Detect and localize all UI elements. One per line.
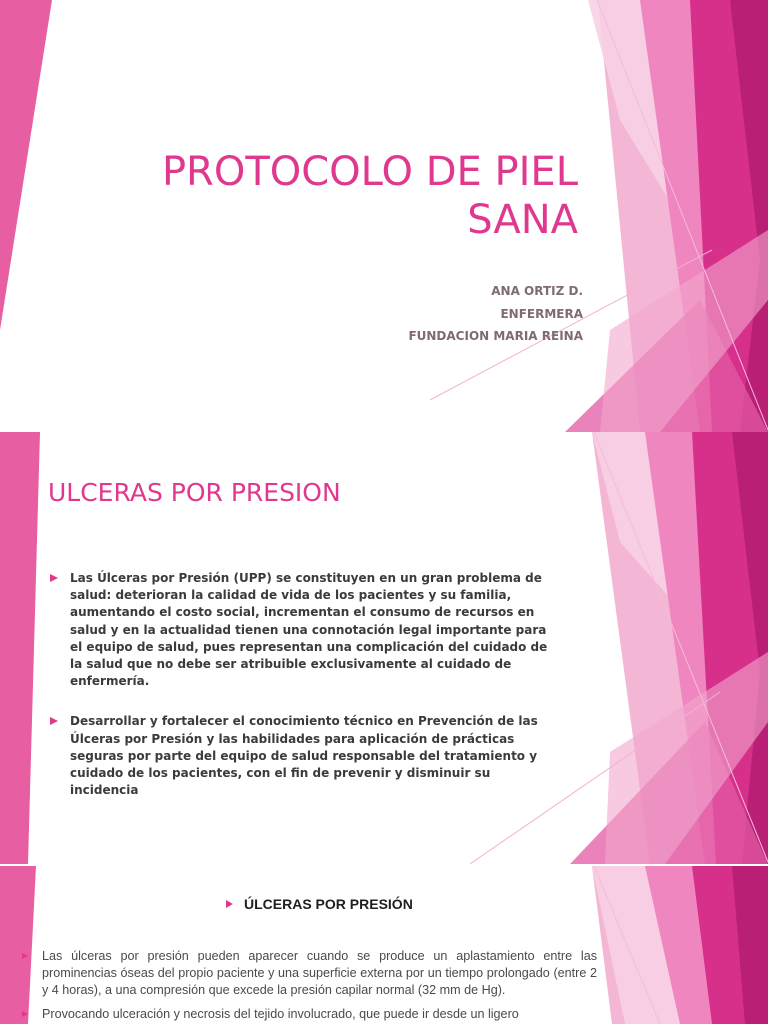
list-item-text: Las úlceras por presión pueden aparecer cuando se produce un aplastamiento entre las prominencias óseas del propio paciente y una superficie externa por un tiempo prolongado (entre 2 y 4 horas), a una compresión que excede la presión capilar normal (32 mm de Hg).	[42, 949, 597, 997]
triangle-bullet-icon	[22, 953, 28, 959]
bullet-list	[50, 570, 550, 822]
triangle-bullet-icon	[22, 1011, 28, 1017]
slide-title	[0, 0, 768, 432]
triangle-bullet-icon	[50, 717, 58, 725]
list-item	[50, 570, 550, 690]
slide-subtitle	[183, 280, 583, 348]
triangle-bullet-icon	[50, 574, 58, 582]
subtitle-line-organization: FUNDACION MARIA REINA	[408, 329, 583, 343]
list-item	[22, 948, 597, 999]
slide-ulceras-detail	[0, 866, 768, 1024]
list-item-text: Las Úlceras por Presión (UPP) se constituyen en un gran problema de salud: deterioran la calidad de vida de los pacientes y su familia, aumentando el costo social, incrementan el consumo de recursos en salud y en la actualidad tienen una connotación legal importante para el equipo de salud, pues representan una complicación del cuidado de la salud que no debe ser atribuible exclusivamente al cuidado de enfermería.	[70, 571, 548, 689]
list-item	[50, 713, 550, 799]
slide-heading: ULCERAS POR PRESION	[48, 478, 341, 507]
subtitle-line-role: ENFERMERA	[500, 306, 583, 321]
slide-ulceras	[0, 432, 768, 864]
slide-heading-row	[226, 896, 413, 912]
triangle-bullet-icon	[226, 900, 233, 908]
list-item-text: Desarrollar y fortalecer el conocimiento técnico en Prevención de las Úlceras por Presión y las habilidades para aplicación de prácticas seguras por parte del equipo de salud responsable del tratamiento y cuidado de los pacientes, con el fin de prevenir y disminuir su incidencia	[70, 714, 538, 798]
slide-title-heading: PROTOCOLO DE PIEL SANA	[161, 149, 578, 243]
list-item-text: Provocando ulceración y necrosis del tejido involucrado, que puede ir desde un ligero	[42, 1007, 519, 1021]
right-pink-ribbon-decoration	[0, 866, 768, 1024]
list-item	[22, 1006, 597, 1023]
slide-heading: ÚLCERAS POR PRESIÓN	[244, 896, 413, 912]
subtitle-line-author: ANA ORTIZ D.	[491, 284, 583, 298]
